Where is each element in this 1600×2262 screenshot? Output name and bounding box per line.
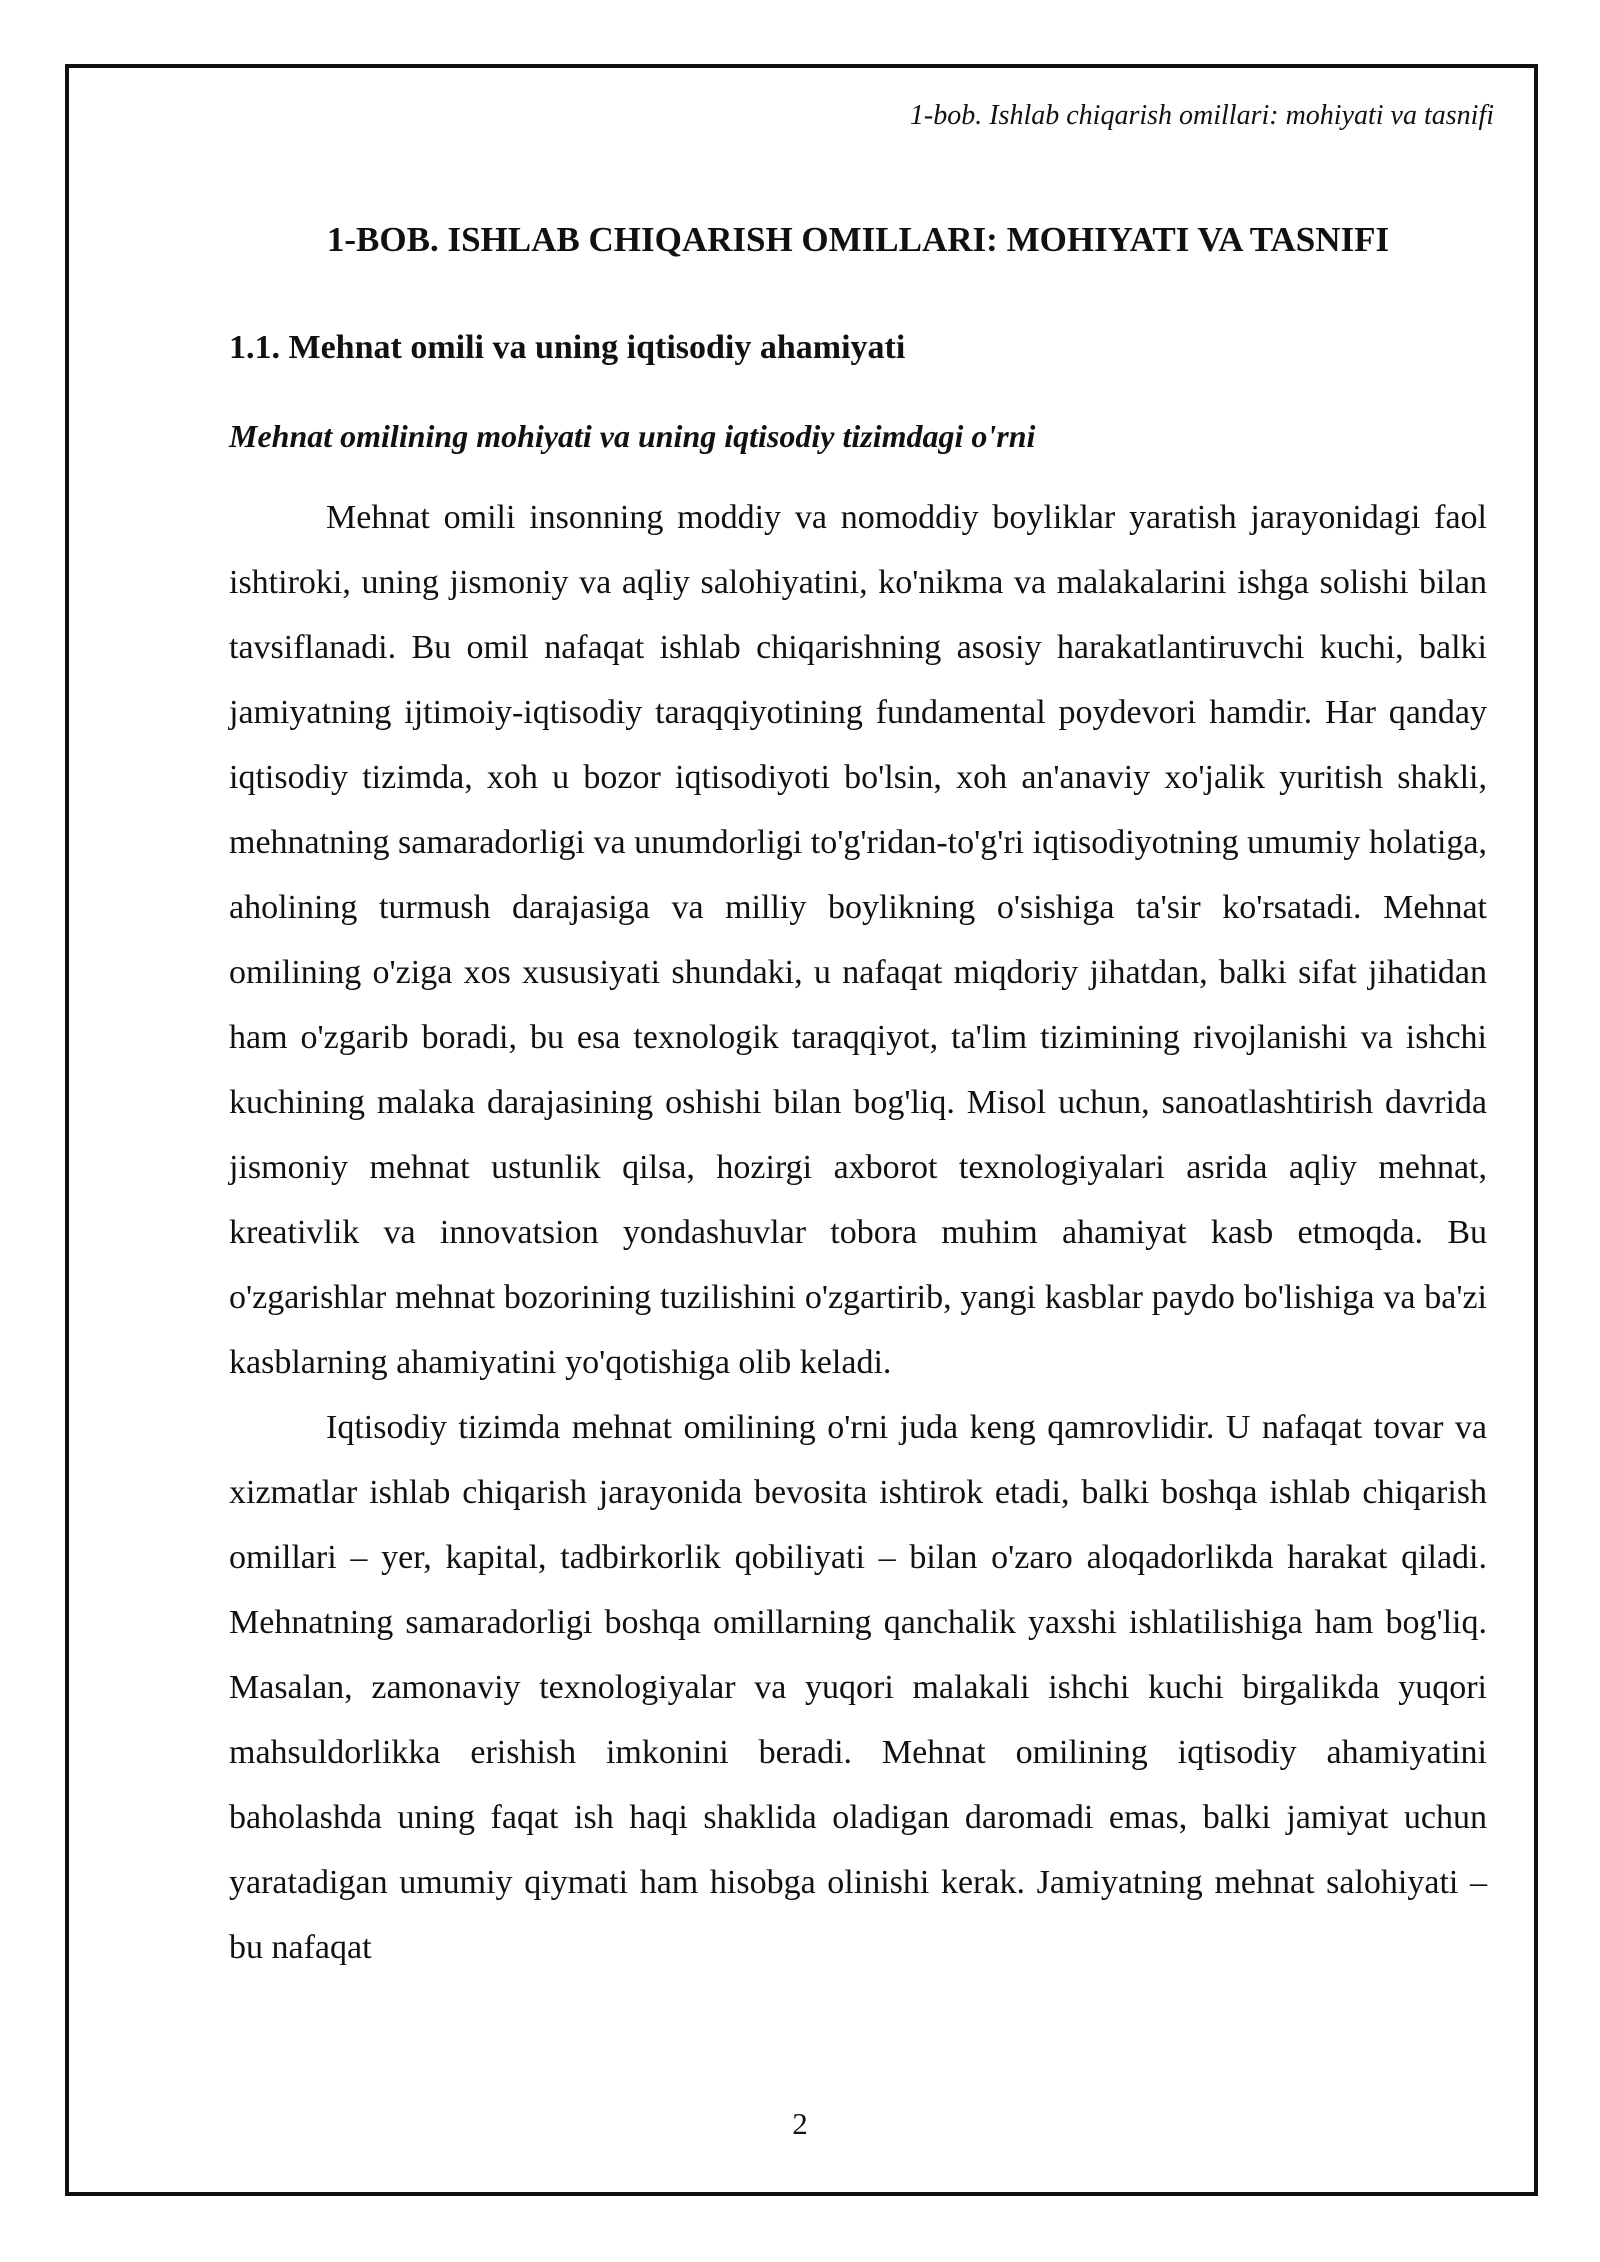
- chapter-title: 1-BOB. ISHLAB CHIQARISH OMILLARI: MOHIYATI VA TASNIFI: [326, 220, 1390, 259]
- page-number: 2: [792, 2106, 808, 2141]
- page-content: [229, 218, 1487, 1980]
- body-paragraph: Mehnat omili insonning moddiy va nomoddiy boyliklar yaratish jarayonidagi faol ishtiroki, uning jismoniy va aqliy salohiyatini, ko'nikma va malakalarini ishga solishi bilan tavsiflanadi. Bu omil nafaqat ishlab chiqarishning asosiy harakatlantiruvchi kuchi, balki jamiyatning ijtimoiy-iqtisodiy taraqqiyotining fundamental poydevori hamdir. Har qanday iqtisodiy tizimda, xoh u bozor iqtisodiyoti bo'lsin, xoh an'anaviy xo'jalik yuritish shakli, mehnatning samaradorligi va unumdorligi to'g'ridan-to'g'ri iqtisodiyotning umumiy holatiga, aholining turmush darajasiga va milliy boylikning o'sishiga ta'sir ko'rsatadi. Mehnat omilining o'ziga xos xususiyati shundaki, u nafaqat miqdoriy jihatdan, balki sifat jihatidan ham o'zgarib boradi, bu esa texnologik taraqqiyot, ta'lim tizimining rivojlanishi va ishchi kuchining malaka darajasining oshishi bilan bog'liq. Misol uchun, sanoatlashtirish davrida jismoniy mehnat ustunlik qilsa, hozirgi axborot texnologiyalari asrida aqliy mehnat, kreativlik va innovatsion yondashuvlar tobora muhim ahamiyat kasb etmoqda. Bu o'zgarishlar mehnat bozorining tuzilishini o'zgartirib, yangi kasblar paydo bo'lishiga va ba'zi kasblarning ahamiyatini yo'qotishiga olib keladi.: [229, 499, 1487, 1381]
- subsection-title: Mehnat omilining mohiyati va uning iqtisodiy tizimdagi o'rni: [229, 418, 1036, 454]
- body-paragraph: Iqtisodiy tizimda mehnat omilining o'rni juda keng qamrovlidir. U nafaqat tovar va xizmatlar ishlab chiqarish jarayonida bevosita ishtirok etadi, balki boshqa ishlab chiqarish omillari – yer, kapital, tadbirkorlik qobiliyati – bilan o'zaro aloqadorlikda harakat qiladi. Mehnatning samaradorligi boshqa omillarning qanchalik yaxshi ishlatilishiga ham bog'liq. Masalan, zamonaviy texnologiyalar va yuqori malakali ishchi kuchi birgalikda yuqori mahsuldorlikka erishish imkonini beradi. Mehnat omilining iqtisodiy ahamiyatini baholashda uning faqat ish haqi shaklida oladigan daromadi emas, balki jamiyat uchun yaratadigan umumiy qiymati ham hisobga olinishi kerak. Jamiyatning mehnat salohiyati – bu nafaqat: [229, 1409, 1487, 1966]
- running-header: 1-bob. Ishlab chiqarish omillari: mohiyati va tasnifi: [909, 100, 1494, 131]
- section-title: 1.1. Mehnat omili va uning iqtisodiy ahamiyati: [229, 329, 906, 366]
